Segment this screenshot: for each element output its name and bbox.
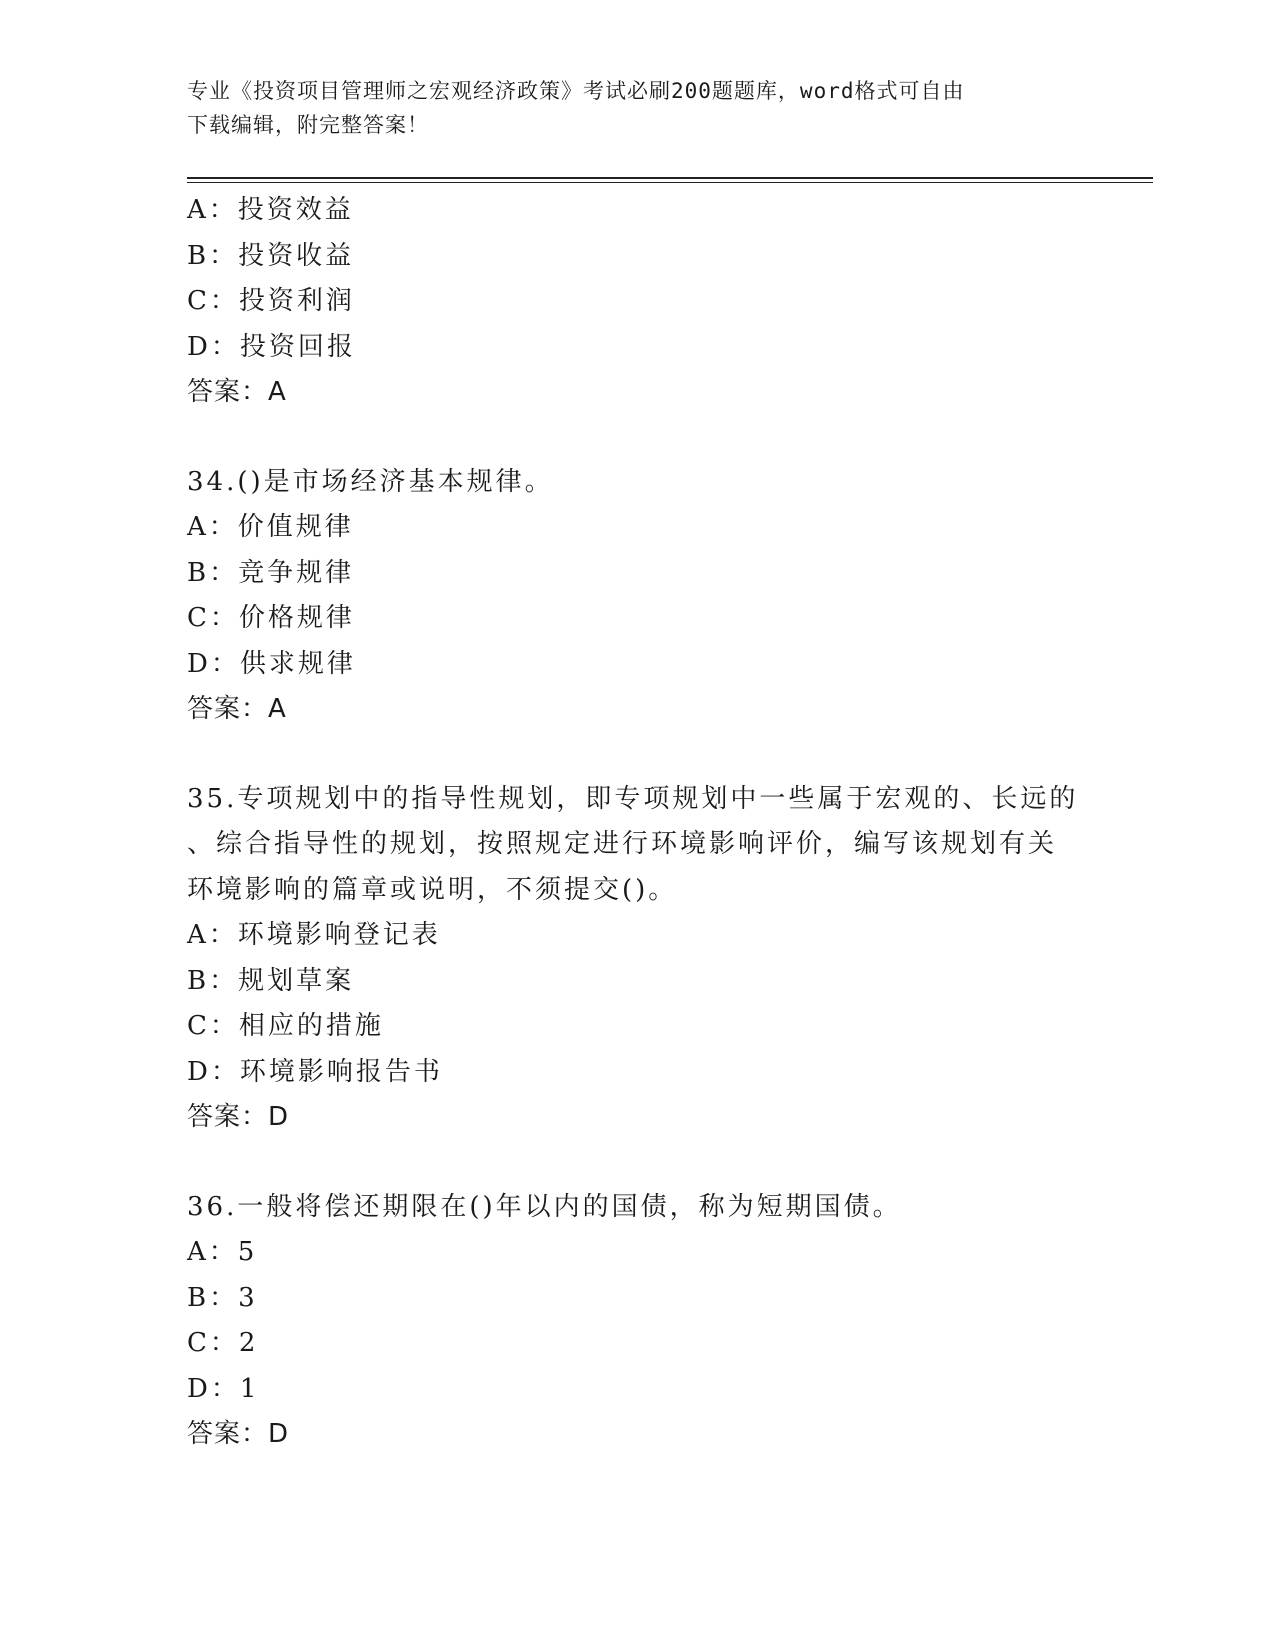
option-b: B：投资收益 xyxy=(187,240,355,271)
question-36 xyxy=(187,1185,1107,1458)
question-text: 34.()是市场经济基本规律。 xyxy=(187,466,554,497)
answer: 答案：A xyxy=(187,377,287,407)
document-header xyxy=(187,74,1087,142)
question-text-line-3: 环境影响的篇章或说明，不须提交()。 xyxy=(187,874,678,905)
option-d: D：环境影响报告书 xyxy=(187,1056,443,1087)
option-c: C：价格规律 xyxy=(187,603,355,633)
option-b: B：3 xyxy=(187,1282,258,1313)
option-b: B：竞争规律 xyxy=(187,557,355,588)
question-35 xyxy=(187,777,1107,1141)
option-a: A：环境影响登记表 xyxy=(187,920,441,950)
header-divider xyxy=(187,177,1153,179)
option-d: D：1 xyxy=(187,1373,260,1404)
header-line-2: 下载编辑，附完整答案！ xyxy=(187,113,429,137)
option-d: D：投资回报 xyxy=(187,331,356,362)
answer: 答案：A xyxy=(187,694,287,724)
option-c: C：2 xyxy=(187,1328,259,1358)
header-line-1: 专业《投资项目管理师之宏观经济政策》考试必刷200题题库，word格式可自由 xyxy=(187,79,965,103)
option-b: B：规划草案 xyxy=(187,965,355,996)
question-text-line-1: 35.专项规划中的指导性规划，即专项规划中一些属于宏观的、长远的 xyxy=(187,783,1079,814)
question-34 xyxy=(187,460,1107,733)
option-a: A：价值规律 xyxy=(187,512,354,542)
option-c: C：相应的措施 xyxy=(187,1011,384,1041)
question-33-partial xyxy=(187,188,1107,416)
header-divider-thin xyxy=(187,182,1153,183)
question-list xyxy=(187,188,1107,1458)
option-c: C：投资利润 xyxy=(187,286,355,316)
option-a: A：5 xyxy=(187,1237,258,1267)
question-text: 36.一般将偿还期限在()年以内的国债，称为短期国债。 xyxy=(187,1191,902,1222)
answer: 答案：D xyxy=(187,1419,290,1449)
option-d: D：供求规律 xyxy=(187,648,356,679)
option-a: A：投资效益 xyxy=(187,195,354,225)
answer: 答案：D xyxy=(187,1102,290,1132)
question-text-line-2: 、综合指导性的规划，按照规定进行环境影响评价，编写该规划有关 xyxy=(187,829,1058,859)
